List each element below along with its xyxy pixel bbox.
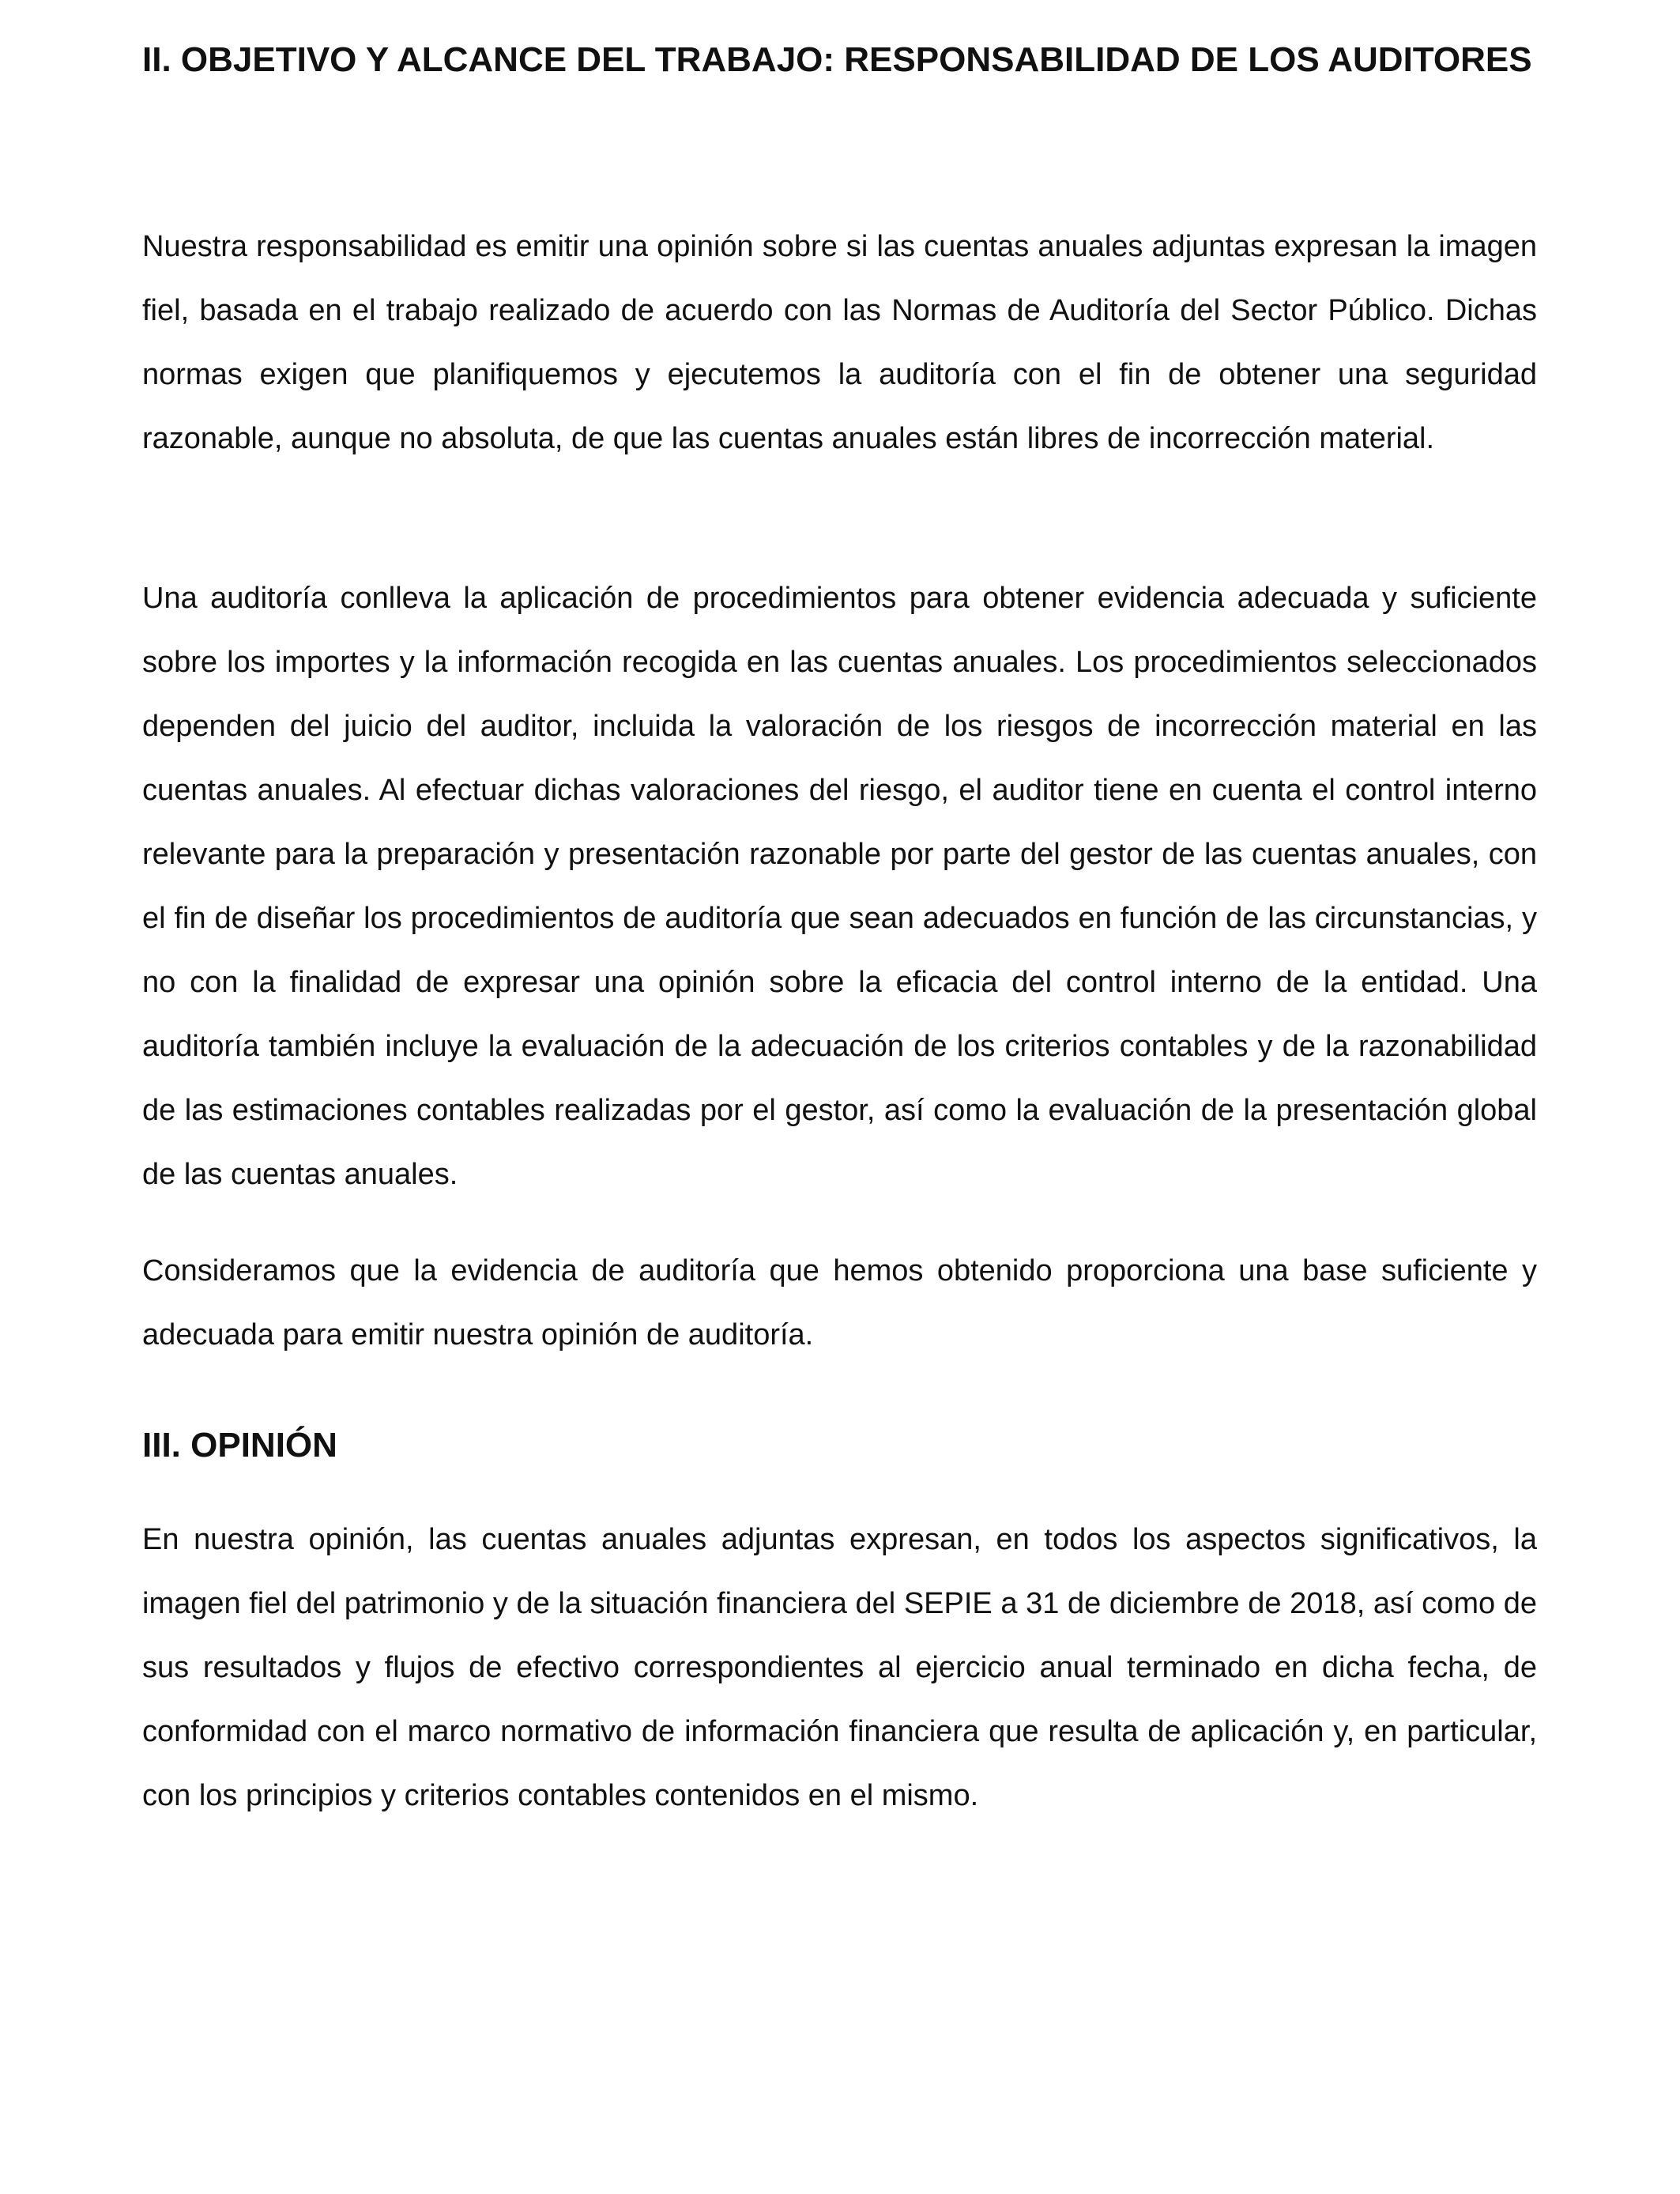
paragraph-evidencia: Consideramos que la evidencia de auditoría que hemos obtenido proporciona una base suficiente y adecuada para emitir nuestra opinión de auditoría. (142, 1254, 1537, 1351)
paragraph-opinion: En nuestra opinión, las cuentas anuales adjuntas expresan, en todos los aspectos significativos, la imagen fiel del patrimonio y de la situación financiera del SEPIE a 31 de diciembre de 2018, así como de sus resultados y flujos de efectivo correspondientes al ejercicio anual terminado en dicha fecha, de conformidad con el marco normativo de información financiera que resulta de aplicación y, en particular, con los principios y criterios contables contenidos en el mismo. (142, 1523, 1537, 1812)
section-heading-opinion: III. OPINIÓN (142, 1426, 337, 1465)
section-heading-objetivo: II. OBJETIVO Y ALCANCE DEL TRABAJO: RESPONSABILIDAD DE LOS AUDITORES (142, 40, 1532, 79)
paragraph-responsabilidad: Nuestra responsabilidad es emitir una opinión sobre si las cuentas anuales adjuntas expresan la imagen fiel, basada en el trabajo realizado de acuerdo con las Normas de Auditoría del Sector Público. Dichas normas exigen que planifiquemos y ejecutemos la auditoría con el fin de obtener una seguridad razonable, aunque no absoluta, de que las cuentas anuales están libres de incorrección material. (142, 230, 1537, 455)
paragraph-procedimientos: Una auditoría conlleva la aplicación de procedimientos para obtener evidencia adecuada y suficiente sobre los importes y la información recogida en las cuentas anuales. Los procedimientos seleccionados dependen del juicio del auditor, incluida la valoración de los riesgos de incorrección material en las cuentas anuales. Al efectuar dichas valoraciones del riesgo, el auditor tiene en cuenta el control interno relevante para la preparación y presentación razonable por parte del gestor de las cuentas anuales, con el fin de diseñar los procedimientos de auditoría que sean adecuados en función de las circunstancias, y no con la finalidad de expresar una opinión sobre la eficacia del control interno de la entidad. Una auditoría también incluye la evaluación de la adecuación de los criterios contables y de la razonabilidad de las estimaciones contables realizadas por el gestor, así como la evaluación de la presentación global de las cuentas anuales. (142, 582, 1537, 1191)
